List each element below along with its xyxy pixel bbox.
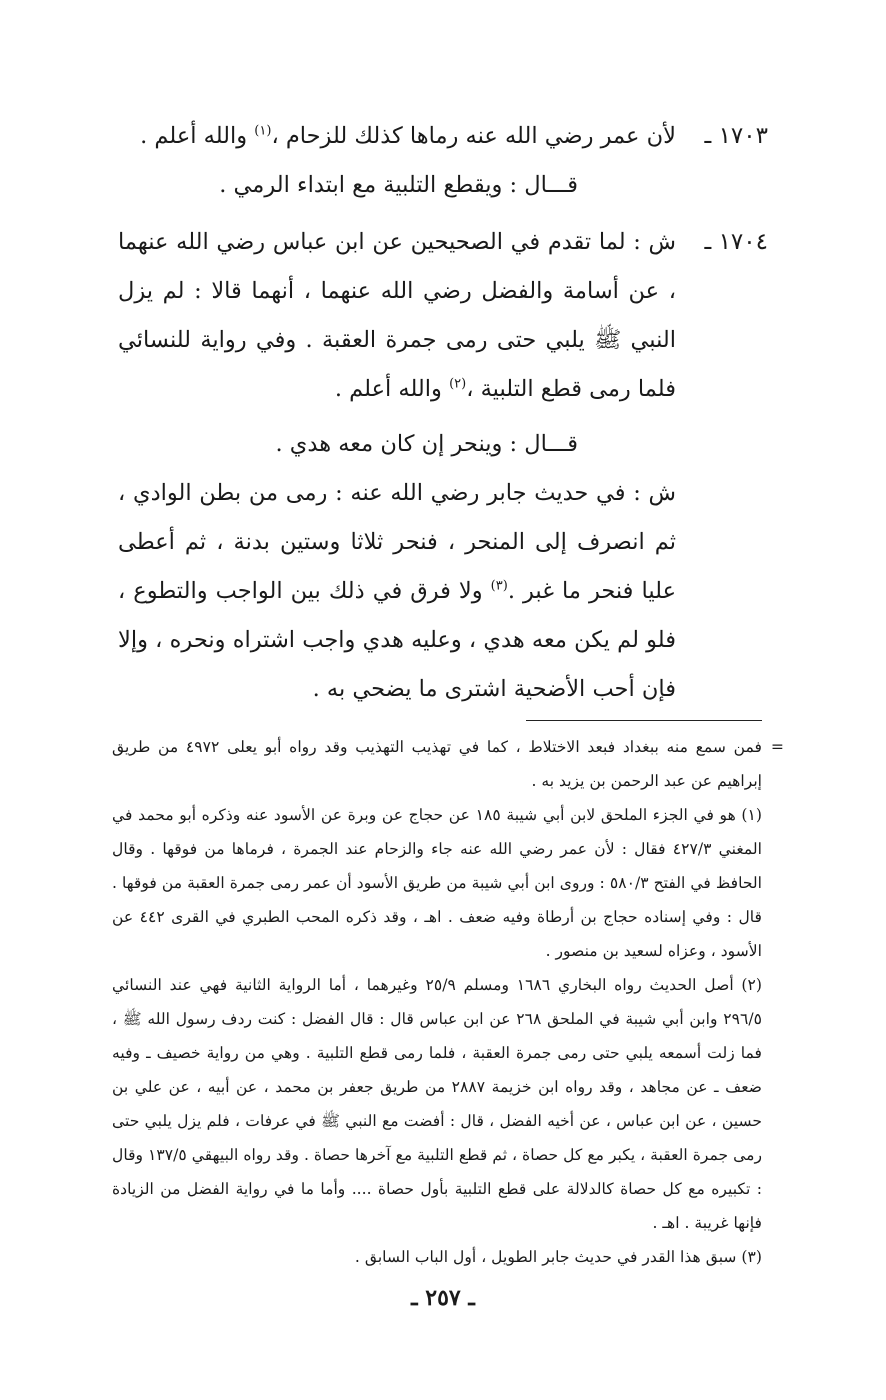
paragraph-sharh xyxy=(118,469,768,714)
continuation-mark: = xyxy=(770,738,784,756)
qal-line-2: قـــال : وينحر إن كان معه هدي . xyxy=(275,431,578,457)
paragraph-text: ش : لما تقدم في الصحيحين عن ابن عباس رضي الله عنهما ، عن أسامة والفضل رضي الله عنهما ، أنهما قالا : لم يزل النبي ﷺ يلبي حتى رمى جمرة العقبة . وفي رواية للنسائي فلما رمى قطع التلبية ، xyxy=(118,229,676,402)
paragraph-tail: ولا فرق في ذلك بين الواجب والتطوع ، فلو لم يكن معه هدي ، وعليه هدي واجب اشتراه ونحره ، وإلا فإن أحب الأضحية اشترى ما يضحي به . xyxy=(118,578,676,702)
footnote-ref[interactable]: (١) xyxy=(254,123,272,139)
footnote-separator xyxy=(526,720,762,721)
main-text xyxy=(118,112,768,714)
paragraph-text: ش : في حديث جابر رضي الله عنه : رمى من بطن الوادي ، ثم انصرف إلى المنحر ، فنحر ثلاثا وستين بدنة ، ثم أعطى عليا فنحر ما غبر . xyxy=(118,480,676,604)
paragraph-number: ١٧٠٣ ـ xyxy=(704,123,768,149)
paragraph-tail: والله أعلم . xyxy=(140,123,248,149)
footnote-2: (٢) أصل الحديث رواه البخاري ١٦٨٦ ومسلم ٢٥/٩ وغيرهما ، أما الرواية الثانية فهي عند النسائي ٢٩٦/٥ وابن أبي شيبة في الملحق ٢٦٨ عن ابن عباس قال : قال الفضل : كنت ردف رسول الله ﷺ ، فما زلت أسمعه يلبي حتى رمى جمرة العقبة ، فلما رمى قطع التلبية . وهي من رواية خصيف ـ وفيه ضعف ـ عن مجاهد ، وقد رواه ابن خزيمة ٢٨٨٧ من طريق جعفر بن محمد ، عن أبيه ، عن علي بن حسين ، عن ابن عباس ، عن أخيه الفضل ، قال : أفضت مع النبي ﷺ في عرفات ، فلم يزل يلبي حتى رمى جمرة العقبة ، يكبر مع كل حصاة ، ثم قطع التلبية مع آخرها حصاة . وقد رواه البيهقي ١٣٧/٥ وقال : تكبيره مع كل حصاة كالدلالة على قطع التلبية بأول حصاة .... وأما ما في رواية الفضل من الزيادة فإنها غريبة . اهـ . xyxy=(112,976,762,1232)
footnote-continuation: = فمن سمع منه ببغداد فبعد الاختلاط ، كما في تهذيب التهذيب وقد رواه أبو يعلى ٤٩٧٢ من طريق إبراهيم عن عبد الرحمن بن يزيد به . xyxy=(112,730,762,798)
footnote-ref[interactable]: (٣) xyxy=(490,578,508,594)
paragraph-number: ١٧٠٤ ـ xyxy=(704,229,768,255)
paragraph-1703 xyxy=(118,112,768,161)
footnotes xyxy=(112,730,784,1274)
footnote-ref[interactable]: (٢) xyxy=(449,376,467,392)
paragraph-text: لأن عمر رضي الله عنه رماها كذلك للزحام ، xyxy=(271,123,676,149)
paragraph-tail: والله أعلم . xyxy=(334,376,442,402)
qal-line-1: قـــال : ويقطع التلبية مع ابتداء الرمي . xyxy=(219,172,578,198)
paragraph-1704 xyxy=(118,218,768,414)
footnote-3: (٣) سبق هذا القدر في حديث جابر الطويل ، أول الباب السابق . xyxy=(354,1248,762,1266)
page-number: ـ ٢٥٧ ـ xyxy=(411,1285,475,1311)
footnote-1: (١) هو في الجزء الملحق لابن أبي شيبة ١٨٥ عن حجاج عن وبرة عن الأسود عنه وذكره أبو محمد في المغني ٤٢٧/٣ فقال : لأن عمر رضي الله عنه جاء والزحام عند الجمرة ، فرماها من فوقها . وقال الحافظ في الفتح ٥٨٠/٣ : وروى ابن أبي شيبة من طريق الأسود أن عمر رمى جمرة العقبة من فوقها . قال : وفي إسناده حجاج بن أرطاة وفيه ضعف . اهـ ، وقد ذكره المحب الطبري في القرى ٤٤٢ عن الأسود ، وعزاه لسعيد بن منصور . xyxy=(112,806,763,960)
